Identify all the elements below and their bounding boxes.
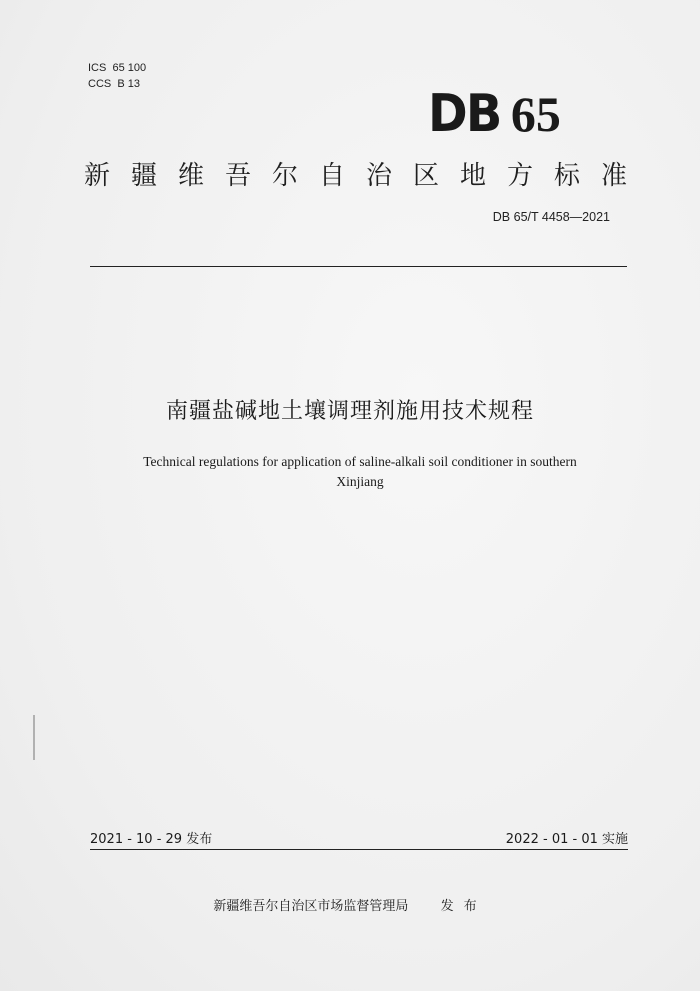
logo-number: 65 bbox=[510, 86, 561, 142]
issuer-line bbox=[0, 895, 700, 914]
top-divider bbox=[90, 266, 627, 267]
publish-date: 2021 - 10 - 29 发布 bbox=[90, 832, 213, 847]
issuer-action: 发布 bbox=[440, 899, 487, 914]
date-row bbox=[90, 828, 628, 847]
ccs-code: CCS B 13 bbox=[88, 78, 140, 90]
scan-artifact bbox=[33, 715, 35, 760]
document-title-cn: 南疆盐碱地土壤调理剂施用技术规程 bbox=[165, 399, 534, 424]
ics-code: ICS 65 100 bbox=[88, 62, 147, 74]
document-title-en-line1: Technical regulations for application of saline-alkali soil conditioner in southern bbox=[143, 454, 577, 469]
document-title-en bbox=[90, 452, 630, 492]
bottom-divider bbox=[90, 849, 628, 850]
standard-title: 新疆维吾尔自治区地方标准 bbox=[84, 161, 649, 191]
standard-number: DB 65/T 4458—2021 bbox=[492, 210, 610, 224]
issuer-organization: 新疆维吾尔自治区市场监督管理局 bbox=[213, 899, 409, 914]
effective-date: 2022 - 01 - 01 实施 bbox=[505, 832, 628, 847]
classification-codes bbox=[88, 60, 146, 92]
logo-prefix: DB bbox=[428, 84, 501, 144]
document-title-en-line2: Xinjiang bbox=[336, 474, 384, 489]
db65-logo bbox=[428, 84, 561, 144]
